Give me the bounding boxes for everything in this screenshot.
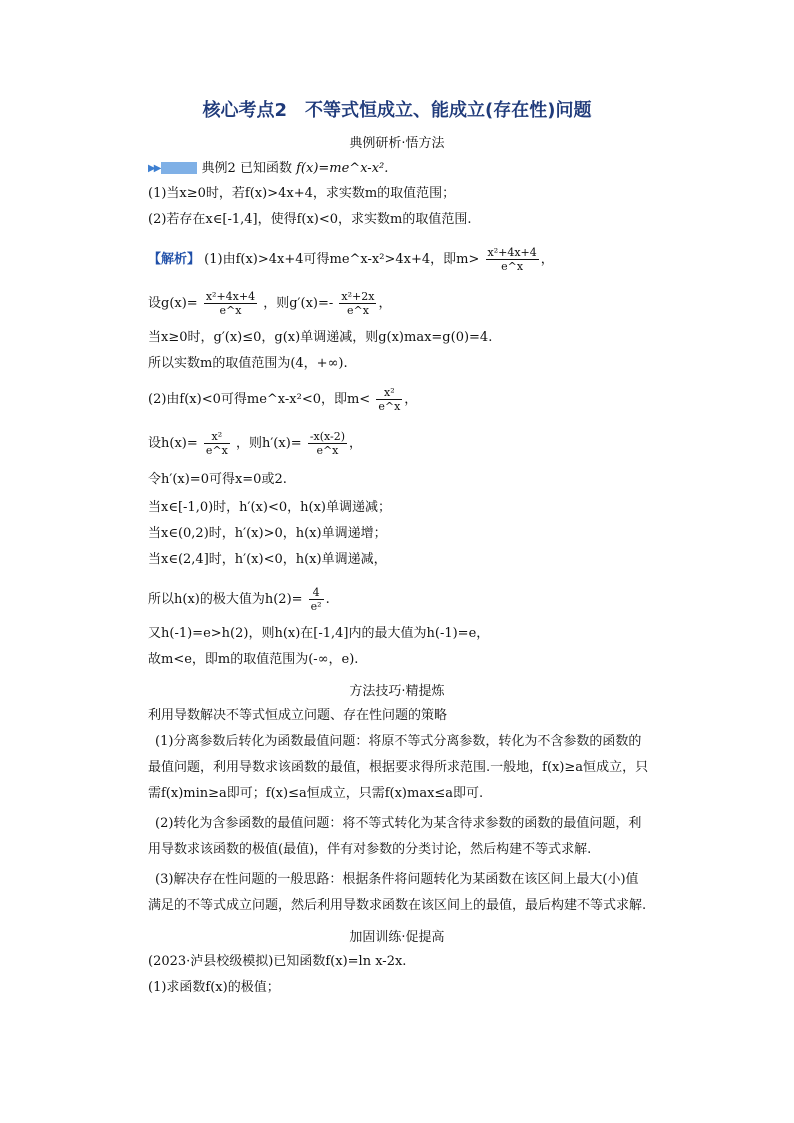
solution-line-10: 当x∈(2,4]时，h′(x)<0，h(x)单调递减， bbox=[148, 552, 387, 567]
fraction-den: e^x bbox=[219, 304, 242, 317]
fraction-den: e² bbox=[310, 600, 322, 613]
solution-line-3: 当x≥0时，g′(x)≤0，g(x)单调递减，则g(x)max=g(0)=4. bbox=[148, 330, 493, 345]
fraction-den: e^x bbox=[378, 400, 401, 413]
method-p2-line2: 用导数求该函数的极值(最值)，伴有对参数的分类讨论，然后构建不等式求解. bbox=[148, 842, 592, 857]
section-example-heading: 典例研析·悟方法 bbox=[349, 136, 445, 151]
method-p1-line3: 需f(x)min≥a即可；f(x)≤a恒成立，只需f(x)max≤a即可. bbox=[148, 786, 484, 801]
solution-line-2: 设g(x)= $\frac{\text{x²+4x+4}}{e\^{}x}$ ，则g′(x)=- $\frac{\text{x²+2x}}{e\^{}x}$ ， bbox=[148, 290, 392, 317]
example-function: f(x)=me^x-x². bbox=[296, 161, 389, 176]
fraction-g-def bbox=[204, 290, 257, 317]
example-tag bbox=[148, 158, 197, 179]
fraction-gprime bbox=[339, 290, 376, 317]
section-method-heading: 方法技巧·精提炼 bbox=[349, 684, 445, 699]
solution-l2-a: 设g(x)= bbox=[148, 296, 198, 311]
label-bar bbox=[161, 162, 197, 174]
fraction-den: e^x bbox=[346, 304, 369, 317]
fraction-num: 4 bbox=[309, 586, 324, 600]
example-label: 典例2 bbox=[201, 161, 236, 176]
solution-label: 【解析】 bbox=[148, 252, 201, 267]
fraction-hprime bbox=[308, 430, 347, 457]
method-p1-line1: (1)分离参数后转化为函数最值问题：将原不等式分离参数，转化为不含参数的函数的 bbox=[155, 734, 642, 749]
fraction-num: x²+2x bbox=[341, 290, 375, 303]
solution-line-4: 所以实数m的取值范围为(4，+∞). bbox=[148, 356, 348, 371]
solution-line-13: 故m<e，即m的取值范围为(-∞，e). bbox=[148, 652, 359, 667]
solution-line-7: 令h′(x)=0可得x=0或2. bbox=[148, 472, 287, 487]
solution-line-11: 所以h(x)的极大值为h(2)= $\frac{4}{\text{e²}}$ . bbox=[148, 586, 330, 613]
method-p2-line1: (2)转化为含参函数的最值问题：将不等式转化为某含待求参数的函数的最值问题，利 bbox=[155, 816, 642, 831]
fraction-h bbox=[376, 386, 402, 413]
fraction-num: -x(x-2) bbox=[309, 430, 346, 443]
page-title: 核心考点2 不等式恒成立、能成立(存在性)问题 bbox=[202, 100, 592, 121]
solution-line-8: 当x∈[-1,0)时，h′(x)<0，h(x)单调递减； bbox=[148, 500, 391, 515]
fraction-num: x²+4x+4 bbox=[205, 290, 256, 303]
solution-line-9: 当x∈(0,2)时，h′(x)>0，h(x)单调递增； bbox=[148, 526, 387, 541]
fraction-g bbox=[486, 246, 539, 273]
practice-stem: (2023·泸县校级模拟)已知函数f(x)=ln x-2x. bbox=[148, 954, 407, 969]
solution-l6-a: 设h(x)= bbox=[148, 436, 198, 451]
practice-q1: (1)求函数f(x)的极值； bbox=[148, 980, 280, 995]
fraction-num: x²+4x+4 bbox=[487, 246, 537, 259]
method-p3-line2: 满足的不等式成立问题，然后利用导数求函数在该区间上的最值，最后构建不等式求解. bbox=[148, 898, 647, 913]
example-stem bbox=[148, 158, 674, 179]
example-stem-prefix: 已知函数 bbox=[239, 161, 292, 176]
solution-line-12: 又h(-1)=e>h(2)，则h(x)在[-1,4]内的最大值为h(-1)=e， bbox=[148, 626, 490, 641]
example-q2: (2)若存在x∈[-1,4]，使得f(x)<0，求实数m的取值范围. bbox=[148, 212, 472, 227]
solution-l11-text: 所以h(x)的极大值为h(2)= bbox=[148, 592, 303, 607]
solution-l2-b: ，则g′(x)=- bbox=[263, 296, 334, 311]
fraction-den: e^x bbox=[205, 444, 228, 457]
solution-line-5: (2)由f(x)<0可得me^x-x²<0，即m< $\frac{\text{x²}}{e\^{}x}$ ， bbox=[148, 386, 418, 413]
solution-l5-text: (2)由f(x)<0可得me^x-x²<0，即m< bbox=[148, 392, 371, 407]
method-p1-line2: 最值问题，利用导数求该函数的最值，根据要求得所求范围.一般地，f(x)≥a恒成立，只 bbox=[148, 760, 649, 775]
fraction-den: e^x bbox=[501, 260, 524, 273]
solution-line-1: 【解析】 (1)由f(x)>4x+4可得me^x-x²>4x+4，即m> $\frac{\text{x²+4x+4}}{e\^{}x}$ ， bbox=[148, 246, 554, 273]
fraction-h2 bbox=[309, 586, 324, 613]
fraction-num: x² bbox=[204, 430, 230, 444]
method-intro: 利用导数解决不等式恒成立问题、存在性问题的策略 bbox=[148, 708, 448, 723]
method-p3-line1: (3)解决存在性问题的一般思路：根据条件将问题转化为某函数在该区间上最大(小)值 bbox=[155, 872, 639, 887]
fraction-h-def bbox=[204, 430, 230, 457]
double-arrow-icon: ▶▶ bbox=[148, 163, 160, 174]
example-q1: (1)当x≥0时，若f(x)>4x+4，求实数m的取值范围； bbox=[148, 186, 456, 201]
solution-l1-text: (1)由f(x)>4x+4可得me^x-x²>4x+4，即m> bbox=[204, 252, 480, 267]
fraction-den: e^x bbox=[316, 444, 339, 457]
fraction-num: x² bbox=[376, 386, 402, 400]
section-practice-heading: 加固训练·促提高 bbox=[349, 930, 445, 945]
solution-line-6: 设h(x)= $\frac{\text{x²}}{e\^{}x}$ ，则h′(x)= $\frac{-x(x-2)}{e\^{}x}$ ， bbox=[148, 430, 363, 457]
solution-l6-b: ，则h′(x)= bbox=[235, 436, 302, 451]
